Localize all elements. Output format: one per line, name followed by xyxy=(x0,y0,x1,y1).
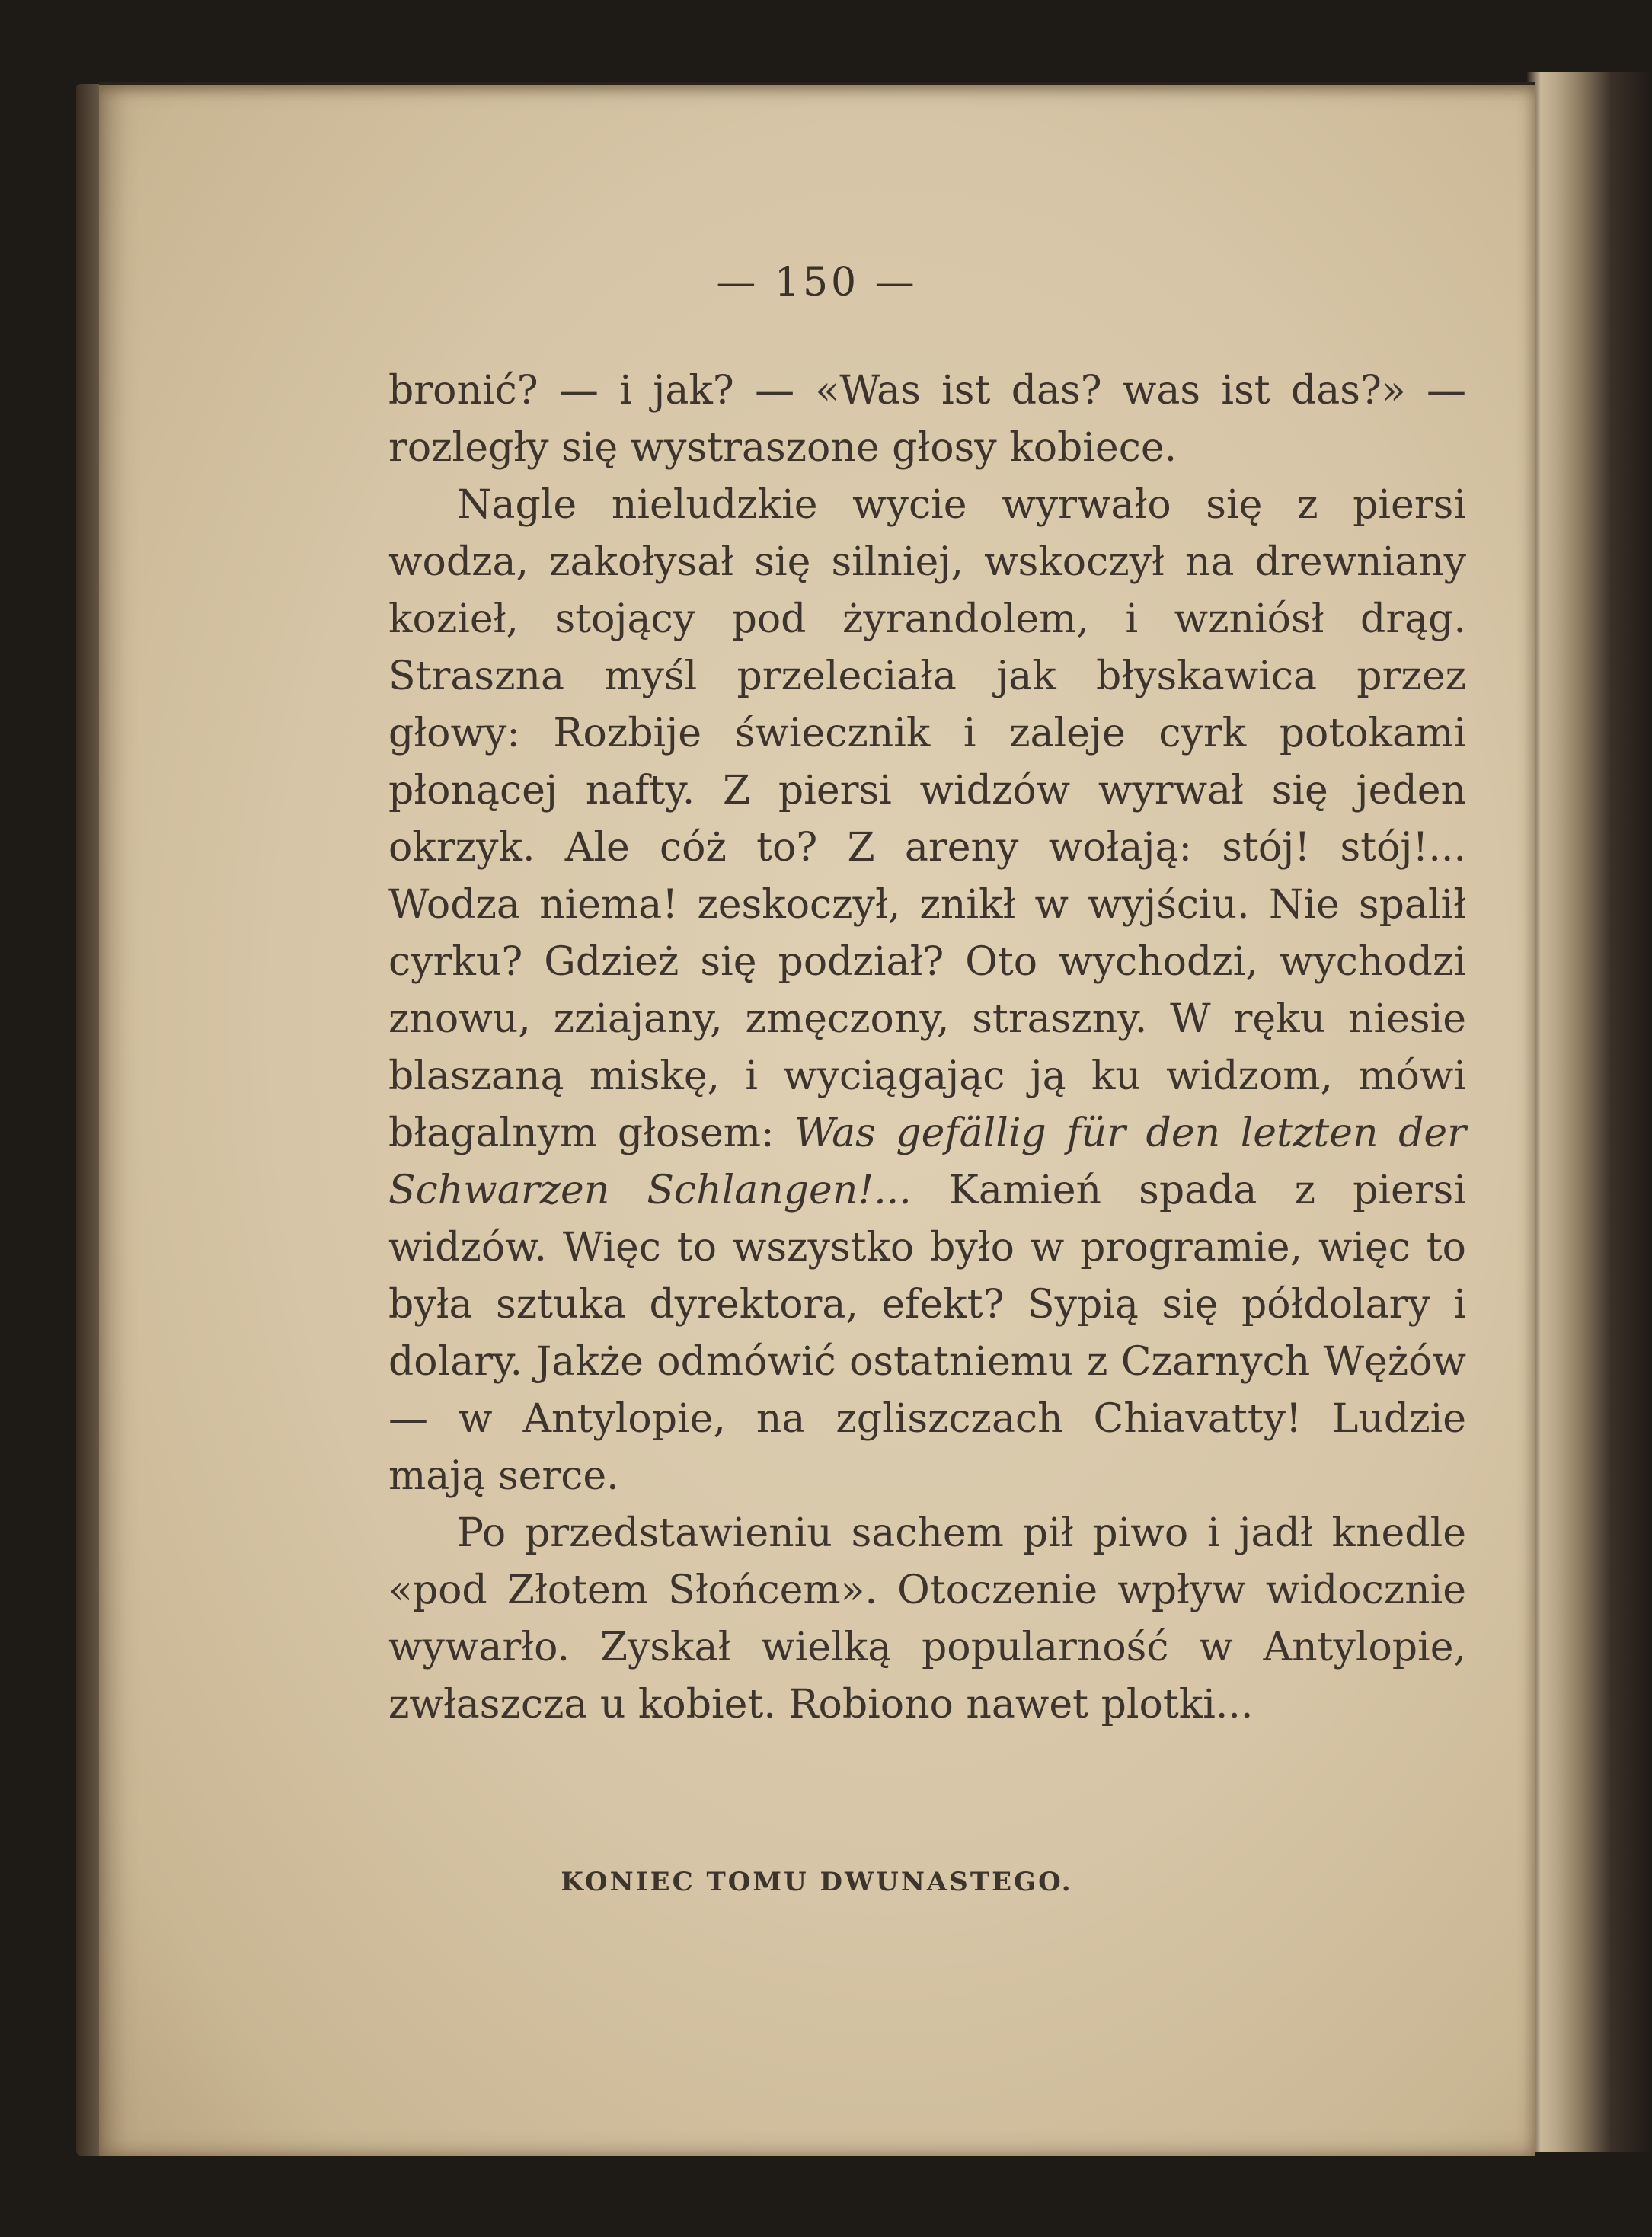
body-text xyxy=(388,363,1466,1734)
paragraph-2-continuation: Kamień spada z piersi widzów. Więc to wszystko było w programie, więc to była sztuka dyrektora, efekt? Sypią się półdolary i dolary. Jakże odmówić ostatniemu z Czarnych Wężów — w Antylopie, na zgliszczach Chiavatty! Ludzie mają serce. xyxy=(388,1168,1466,1499)
paragraph-1: bronić? — i jak? — «Was ist das? was ist das?» — rozległy się wystraszone głosy kobiece. xyxy=(388,368,1466,471)
page-number: — 150 — xyxy=(716,260,918,305)
page-stack-edge xyxy=(1527,72,1652,2152)
book-page xyxy=(99,82,1535,2156)
paragraph-2-text: Nagle nieludzkie wycie wyrwało się z piersi wodza, zakołysał się silniej, wskoczył na drewniany kozieł, stojący pod żyrandolem, i wzniósł drąg. Straszna myśl przeleciała jak błyskawica przez głowy: Rozbije świecznik i zaleje cyrk potokami płonącej nafty. Z piersi widzów wyrwał się jeden okrzyk. Ale cóż to? Z areny wołają: stój! stój!... Wodza niema! zeskoczył, znikł w wyjściu. Nie spalił cyrku? Gdzież się podział? Oto wychodzi, wychodzi znowu, zziajany, zmęczony, straszny. W ręku niesie blaszaną miskę, i wyciągając ją ku widzom, mówi błagalnym głosem: xyxy=(388,482,1466,1156)
volume-end-line: KONIEC TOMU DWUNASTEGO. xyxy=(561,1867,1073,1897)
paragraph-3: Po przedstawieniu sachem pił piwo i jadł knedle «pod Złotem Słońcem». Otoczenie wpływ widocznie wywarło. Zyskał wielką popularność w Antylopie, zwłaszcza u kobiet. Robiono nawet plotki... xyxy=(388,1510,1466,1727)
paragraph-2 xyxy=(388,477,1466,1505)
german-phrase: Was gefällig für den letzten der Schwarzen Schlangen!... xyxy=(388,1111,1467,1213)
